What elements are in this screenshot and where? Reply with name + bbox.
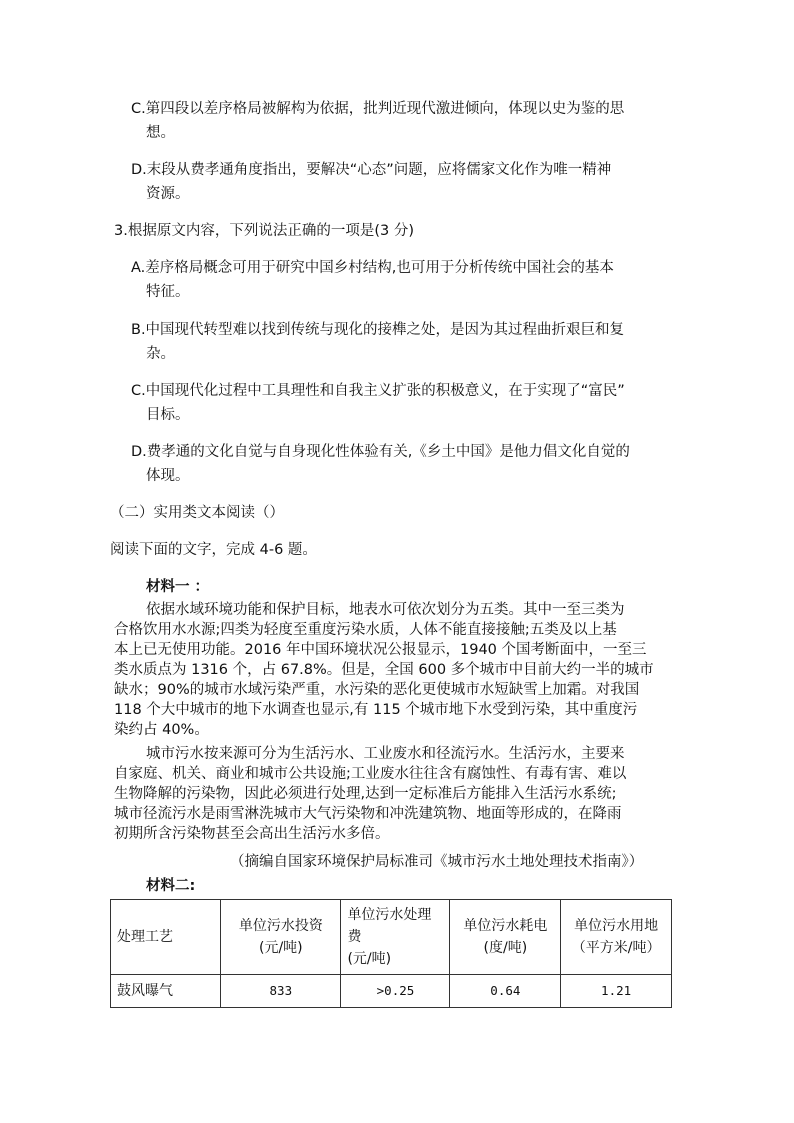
cell-process: 鼓风曝气 bbox=[111, 975, 221, 1008]
q3-option-c-line2: 目标。 bbox=[146, 407, 190, 423]
header-fee-label: 单位污水处理费 bbox=[347, 907, 432, 945]
q3-option-a-line1: A.差序格局概念可用于研究中国乡村结构,也可用于分析传统中国社会的基本 bbox=[131, 260, 614, 276]
header-process-label: 处理工艺 bbox=[117, 929, 173, 945]
header-fee bbox=[341, 900, 450, 975]
header-power-unit: (度/吨) bbox=[483, 940, 528, 956]
header-investment-unit: (元/吨) bbox=[259, 940, 303, 956]
material1-p1-line: 本上已无使用功能。2016 年中国环境状况公报显示，1940 个国考断面中，一至三 bbox=[114, 642, 647, 658]
material1-p2-line: 自家庭、机关、商业和城市公共设施;工业废水往往含有腐蚀性、有毒有害、难以 bbox=[114, 766, 627, 782]
material1-label: 材料一 ： bbox=[146, 579, 210, 595]
material1-source: （摘编自国家环境保护局标准司《城市污水土地处理技术指南》） bbox=[230, 854, 644, 870]
material1-p1-line: 合格饮用水水源;四类为轻度至重度污染水质，人体不能直接接触;五类及以上基 bbox=[114, 622, 617, 638]
material1-p1-line: 类水质点为 1316 个，占 67.8%。但是，全国 600 多个城市中目前大约一半的城市 bbox=[114, 662, 654, 678]
q3-option-c-line1: C.中国现代化过程中工具理性和自我主义扩张的积极意义，在于实现了“富民” bbox=[131, 383, 625, 399]
header-investment bbox=[221, 900, 341, 975]
q3-option-a-line2: 特征。 bbox=[146, 284, 190, 300]
q2-option-c-line1: C.第四段以差序格局被解构为依据，批判近现代激进倾向，体现以史为鉴的思 bbox=[131, 101, 625, 117]
q2-option-d-line1: D.末段从费孝通角度指出，要解决“心态”问题，应将儒家文化作为唯一精神 bbox=[131, 162, 612, 178]
material1-p2-line: 城市污水按来源可分为生活污水、工业废水和径流污水。生活污水，主要来 bbox=[146, 746, 625, 762]
material2-label: 材料二: bbox=[146, 878, 196, 894]
material1-p1-line: 染约占 40%。 bbox=[114, 722, 209, 738]
header-land-unit: （平方米/吨） bbox=[571, 940, 661, 956]
cell-land: 1.21 bbox=[561, 975, 672, 1008]
q2-option-c-line2: 想。 bbox=[146, 125, 175, 141]
q3-stem: 3.根据原文内容，下列说法正确的一项是(3 分) bbox=[114, 223, 414, 239]
cell-power: 0.64 bbox=[450, 975, 561, 1008]
section-instruction: 阅读下面的文字，完成 4-6 题。 bbox=[110, 542, 317, 558]
material1-p2-line: 城市径流污水是雨雪淋洗城市大气污染物和冲洗建筑物、地面等形成的，在降雨 bbox=[114, 806, 622, 822]
table-row bbox=[111, 975, 672, 1008]
cell-investment: 833 bbox=[221, 975, 341, 1008]
section-heading: （二）实用类文本阅读（） bbox=[110, 505, 284, 521]
q3-option-d-line2: 体现。 bbox=[146, 468, 190, 484]
material1-p2-line: 初期所含污染物甚至会高出生活污水多倍。 bbox=[114, 826, 390, 842]
q3-option-b-line1: B.中国现代转型难以找到传统与现化的接榫之处，是因为其过程曲折艰巨和复 bbox=[131, 322, 625, 338]
process-table bbox=[110, 899, 672, 1008]
header-power-label: 单位污水耗电 bbox=[463, 918, 548, 934]
header-process bbox=[111, 900, 221, 975]
header-land-label: 单位污水用地 bbox=[574, 918, 659, 934]
material1-p1-line: 缺水；90%的城市水域污染严重，水污染的恶化更使城市水短缺雪上加霜。对我国 bbox=[114, 682, 640, 698]
q2-option-d-line2: 资源。 bbox=[146, 186, 190, 202]
cell-fee: >0.25 bbox=[341, 975, 450, 1008]
q3-option-b-line2: 杂。 bbox=[146, 346, 175, 362]
header-fee-unit: (元/吨) bbox=[347, 951, 392, 967]
material1-p2-line: 生物降解的污染物，因此必须进行处理,达到一定标准后方能排入生活污水系统; bbox=[114, 786, 617, 802]
material1-p1-line: 118 个大中城市的地下水调查也显示,有 115 个城市地下水受到污染，其中重度污 bbox=[114, 702, 638, 718]
q3-option-d-line1: D.费孝通的文化自觉与自身现化性体验有关,《乡土中国》是他力倡文化自觉的 bbox=[131, 444, 630, 460]
header-power bbox=[450, 900, 561, 975]
table-header-row bbox=[111, 900, 672, 975]
header-investment-label: 单位污水投资 bbox=[238, 918, 323, 934]
material1-p1-line: 依据水域环境功能和保护目标，地表水可依次划分为五类。其中一至三类为 bbox=[146, 602, 625, 618]
header-land bbox=[561, 900, 672, 975]
